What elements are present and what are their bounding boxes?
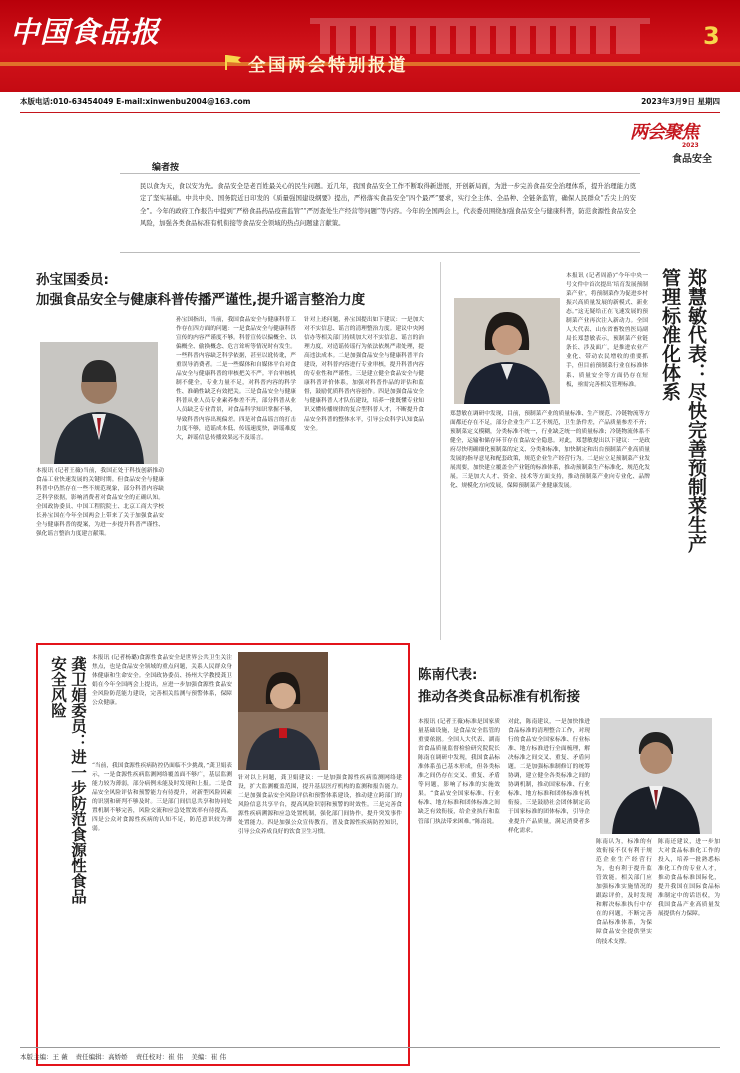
article-chen-col4: 陈南还建议，进一步加大对食品标准化工作的投入，培养一批熟悉标准化工作的专业人才，推动食品标准国际化，提升我国在国际食品标准制定中的话语权，为我国食品产业高质量发展提供有力保障。 [658,839,720,918]
divider [120,252,640,253]
article-sun-caption: 本报讯 (记者王薇)当前，我国正处于科技创新推动食品工业快速发展的关键时期。但食品安全与健康科普中仍然存在一些不规范现象，部分科普内容缺乏科学依据，影响消费者对食品安全的正确认知。全国政协委员、中国工程院院士、北京工商大学校长孙宝国在今年全国两会上带来了关于加强食品安全与健康科普的提案，为进一步提升科普严谨性、强化谣言整治力度建言献策。 [36,468,164,538]
article-gong-caption: 本报讯 (记者杨璐)食源性食品安全是世界公共卫生关注焦点，也是食品安全领域的重点问题，关系人民群众身体健康和生命安全。全国政协委员、扬州大学教授龚卫娟在今年全国两会上提出，应进一步加强食源性食品安全风险防范能力建设，完善相关监测与预警体系，保障公众健康。 [92,655,232,707]
great-hall-silhouette [300,6,660,58]
article-zheng-title: 郑慧敏代表：尽快完善预制菜生产管理标准化体系 [659,268,707,553]
article-chen-col2: 对此，陈南建议，一是加快推进食品标准的清理整合工作，对现行的食品安全国家标准、行业标准、地方标准进行全面梳理，解决标准之间交叉、重复、矛盾问题。二是加强标准制修订的统筹协调，建立健全各类标准之间的协调机制，推动国家标准、行业标准、地方标准和团体标准有机衔接。三是鼓励社会团体制定高于国家标准的团体标准，引导企业提升产品质量，满足消费者多样化需求。 [508,719,590,834]
editor-note-label: 编者按 [152,163,180,173]
header-divider [20,112,720,113]
credit-layout: 美编：崔 伟 [191,1053,226,1061]
stamp-subtitle: 食品安全 [672,154,712,165]
article-chen-col3: 陈南认为，标准的有效衔接不仅有利于规范企业生产经营行为，也有利于提升监管效能。相关部门应加强标准实施情况的跟踪评价，及时发现和解决标准执行中存在的问题，不断完善食品标准体系，为保障食品安全提供坚实的技术支撑。 [596,839,652,945]
footer-divider [20,1047,720,1048]
newspaper-logo: 中国食品报 [10,15,161,49]
article-gong-title: 龚卫娟委员：进一步防范食源性食品安全风险 [49,656,87,904]
credit-editor: 本版主编：王 薇 [20,1053,68,1061]
credits-footer [20,1052,720,1064]
article-gong-col1: “当前，我国食源性疾病防控仍面临不少挑战，”龚卫娟表示，一是食源性疾病监测网络覆盖面不够广，基层监测能力较为薄弱，部分病例未能及时发现和上报。二是食品安全风险评估和预警能力有待提升，对新型风险因素的识别和研判不够及时。三是部门间信息共享和协同处置机制不够完善，风险交流和应急处置效率有待提高。四是公众对食源性疾病的认知不足，防范意识较为薄弱。 [92,763,232,833]
photo-chen-nan [600,718,712,834]
article-chen-col1: 本报讯 (记者王薇)标准是国家质量基础设施，是食品安全监管的重要依据。全国人大代表、湖南省食品质量监督检验研究院院长陈南在调研中发现，我国食品标准体系虽已基本形成，但各类标准之间仍存在交叉、重复、矛盾等问题，影响了标准的实施效果。“食品安全国家标准、行业标准、地方标准和团体标准之间缺乏有效衔接，给企业执行和监管部门执法带来困难。”陈南说。 [418,719,500,825]
divider [120,173,640,174]
portrait-image [454,298,560,404]
stamp-year: 2023 [682,142,699,149]
credit-proof: 责任校对：崔 伟 [135,1053,184,1061]
article-sun-col1: 孙宝国指出，当前，我国食品安全与健康科普工作存在四方面的问题：一是食品安全与健康科普宣传的内容严谨度不够。科普宣传以偏概全、以偏概全、偷换概念、危言耸听等情况时有发生。一些科普内容缺乏科学依据，甚至以讹传讹，严重误导消费者。二是一些媒体和自媒体平台对食品安全与健康科普的审核把关不严。平台审核机制不健全，专业力量不足，对科普内容的科学性、准确性缺乏有效把关。三是食品安全与健康科普从业人员专业素养参差不齐，部分科普从业人员缺乏专业背景，对食品科学知识掌握不够，导致科普内容出现偏差。四是对食品谣言的打击力度不够，造谣成本低、传谣速度快，辟谣难度大，辟谣信息传播效果远不及谣言。 [176,317,296,441]
article-chen-title-line1: 陈南代表: [418,667,478,683]
page-number: 3 [703,22,720,50]
flag-icon [224,54,242,70]
section-title: 全国两会特别报道 [248,56,408,76]
subheader [20,96,720,110]
column-divider [440,262,441,640]
portrait-image [40,342,158,464]
article-chen-title-line2: 推动各类食品标准有机衔接 [418,689,580,705]
photo-sun-baoguo [40,342,158,464]
portrait-image [600,718,712,834]
portrait-image [238,652,328,770]
photo-zheng-huimin [454,298,560,404]
contact-info: 本版电话:010-63454049 E-mail:xinwenbu2004@163.com [20,97,251,106]
article-zheng-body: 郑慧敏在调研中发现，目前，预制菜产业的质量标准、生产规范、冷链物流等方面都还存在不足，部分企业生产工艺不规范，卫生条件差，产品质量参差不齐；预制菜定义模糊，分类标准不统一，行业缺乏统一的质量标准；冷链物流体系不健全，运输和储存环节存在食品安全隐患。对此，郑慧敏提出以下建议：一是政府尽快明确细化预制菜的定义、分类和标准，加快制定和出台预制菜产业高质量发展的指导意见和配套政策，规范企业生产经营行为。二是应立足预制菜产业发展需要，加快建立覆盖全产业链的标准体系，推动预制菜生产标准化、规范化发展。三是加大人才、资金、技术等方面支持，推动预制菜产业向专业化、品牌化、规模化方向发展，保障预制菜产业健康发展。 [450,411,650,490]
photo-gong-weijuan [238,652,328,770]
article-sun-title-line2: 加强食品安全与健康科普传播严谨性,提升谣言整治力度 [36,292,366,308]
stamp-calligraphy: 两会聚焦 [630,122,698,143]
section-stamp [630,118,726,166]
article-sun-col2: 针对上述问题，孙宝国提出如下建议：一是加大对不实信息、谣言的清理整治力度。建议中央网信办等相关部门持续加大对不实信息、谣言的治理力度，对造谣传谣行为依法依规严肃处理，提高违法成本。二是加强食品安全与健康科普平台建设，对科普内容进行专业审核，提升科普内容的专业性和严谨性。三是建立健全食品安全与健康科普评价体系，加强对科普作品的评估和监督，鼓励优质科普内容创作。四是加强食品安全与健康科普人才队伍建设，培养一批既懂专业知识又懂传播规律的复合型科普人才，不断提升食品安全科普的整体水平，引导公众科学认知食品安全。 [304,317,424,432]
issue-date: 2023年3月9日 星期四 [641,97,720,106]
editor-note-text: 民以食为天，食以安为先。食品安全是老百姓最关心的民生问题。近几年，我国食品安全工作不断取得新进展，开创新局面，为进一步完善食品安全治理体系，提升治理能力奠定了坚实基础。中共中央、国务院近日印发的《质量强国建设纲要》提出，严格落实食品安全“四个最严”要求，实行全主体、全品种、全链条监管，确保人民群众“舌尖上的安全”。今年的政府工作报告中提到“严格食品药品疫苗监管”“严厉查处生产经营等问题”等内容。今年的全国两会上，代表委员围绕加强食品安全与健康科普，防范食源性食品安全风险，加强各类食品标准有机衔接等食品安全领域的热点问题建言献策。 [140,182,636,228]
article-zheng-intro: 本报讯 (记者周游)“今年中央一号文件中首次提出‘培育发展预制菜产业’，将预制菜作为促进乡村振兴高质量发展的新模式、新业态。”这无疑给正在飞速发展的预制菜产业再次注入新动力。全国人大代表、山东省畜牧兽医局副局长郑慧敏表示，预制菜产业链条长、涉及面广，是推进农业产业化、带动农民增收的重要抓手，但目前预制菜行业在标准体系、质量安全等方面仍存在短板，亟需完善相关管理标准。 [566,273,648,388]
credit-responsible: 责任编辑：高娇娇 [75,1053,128,1061]
article-gong-col2: 针对以上问题，龚卫娟建议：一是加强食源性疾病监测网络建设，扩大监测覆盖范围，提升基层医疗机构的监测和报告能力。二是加强食品安全风险评估和预警体系建设，推动建立跨部门的风险信息共享平台，提高风险识别和预警的时效性。三是完善食源性疾病溯源和应急处置机制，强化部门间协作，提升突发事件处置能力。四是加强公众宣传教育，普及食源性疾病防控知识，引导公众养成良好的饮食卫生习惯。 [238,775,402,836]
article-sun-title-line1: 孙宝国委员: [36,272,109,288]
